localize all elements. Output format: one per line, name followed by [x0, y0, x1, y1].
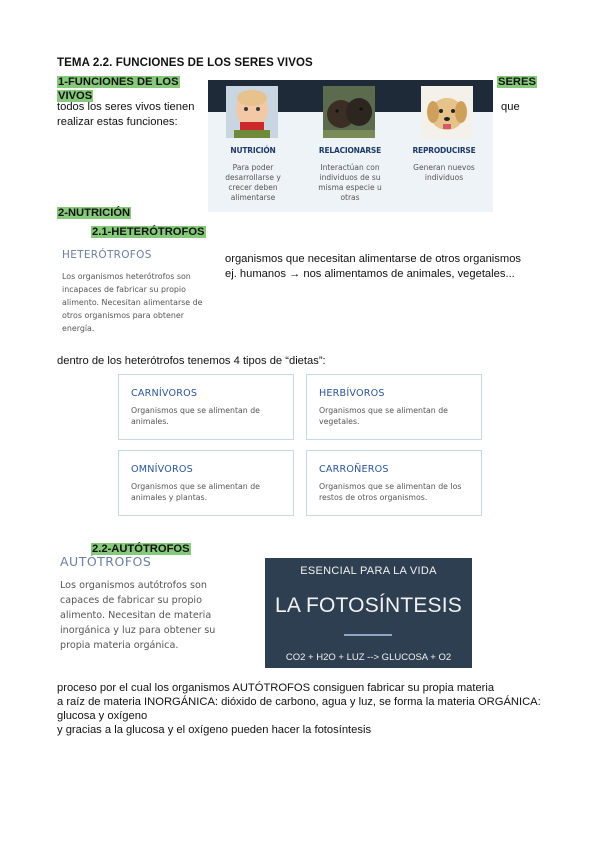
diet-card-desc: Organismos que se alimentan de los restos de otros organismos.	[319, 482, 462, 502]
function-reproducirse-title: REPRODUCIRSE	[412, 146, 476, 155]
diet-card-title: CARROÑEROS	[319, 464, 389, 475]
poster-divider	[344, 634, 392, 636]
poster-title: LA FOTOSÍNTESIS	[275, 594, 462, 617]
function-relacionarse-line: Interactúan con	[320, 163, 380, 172]
heterotrofos-image	[62, 249, 222, 335]
heterotrofos-image-title: HETERÓTROFOS	[62, 249, 152, 261]
section1-heading-left: 1-FUNCIONES DE LOS	[58, 76, 179, 88]
function-nutricion-line: crecer deben	[228, 183, 278, 192]
section2-text-line2: ej. humanos → nos alimentamos de animales, vegetales...	[225, 268, 515, 280]
function-nutricion-line: Para poder	[232, 163, 274, 172]
function-reproducirse-text	[399, 163, 489, 183]
section3-line3: glucosa y oxígeno	[57, 710, 148, 722]
function-relacionarse	[305, 146, 395, 203]
puppy-image-icon	[421, 86, 473, 138]
autotrofos-image	[60, 554, 250, 653]
poster-formula: CO2 + H2O + LUZ --> GLUCOSA + O2	[285, 652, 452, 663]
section1-heading-right-wrap	[497, 72, 537, 90]
section1-text-line2: realizar estas funciones:	[57, 116, 178, 128]
bison-image-icon	[323, 86, 375, 138]
section2-heading-wrap	[57, 203, 131, 221]
baby-image-icon	[226, 86, 278, 138]
heterotrofos-image-line: otros organismos para obtener	[62, 311, 184, 320]
baby-photo	[226, 86, 278, 138]
function-nutricion-line: desarrollarse y	[225, 173, 281, 182]
autotrofos-image-line: inorgánica y luz para obtener su	[60, 625, 216, 636]
function-reproducirse	[399, 146, 489, 183]
diet-card-carroneros	[306, 450, 482, 516]
function-relacionarse-line: otras	[340, 193, 360, 202]
diets-intro: dentro de los heterótrofos tenemos 4 tipos de “dietas”:	[57, 355, 326, 367]
function-nutricion-text	[208, 163, 298, 203]
poster-top-text: ESENCIAL PARA LA VIDA	[300, 565, 437, 577]
diet-card-omnivoros	[118, 450, 294, 516]
diet-card-title: CARNÍVOROS	[131, 388, 198, 399]
bison-photo	[323, 86, 375, 138]
function-relacionarse-text	[305, 163, 395, 203]
fotosintesis-poster	[265, 558, 472, 668]
section1-heading-right: SERES	[498, 76, 536, 88]
section2-subheading: 2.1-HETERÓTROFOS	[92, 226, 205, 238]
function-relacionarse-line: individuos de su	[319, 173, 381, 182]
function-nutricion-title: NUTRICIÓN	[230, 146, 276, 155]
heterotrofos-image-line: energía.	[62, 324, 95, 333]
section3-line4: y gracias a la glucosa y el oxígeno pueden hacer la fotosíntesis	[57, 724, 372, 736]
function-reproducirse-line: individuos	[424, 173, 464, 182]
autotrofos-image-line: alimento. Necesitan de materia	[60, 610, 212, 621]
heterotrofos-image-line: incapaces de fabricar su propio	[62, 285, 186, 294]
diet-card-carnivoros	[118, 374, 294, 440]
function-nutricion-line: alimentarse	[230, 193, 276, 202]
diet-card-desc: Organismos que se alimentan de animales y plantas.	[131, 482, 260, 502]
diet-card-title: OMNÍVOROS	[131, 464, 193, 475]
diet-card-herbivoros	[306, 374, 482, 440]
heterotrofos-image-line: Los organismos heterótrofos son	[62, 272, 191, 281]
section3-subheading: 2.2-AUTÓTROFOS	[92, 543, 190, 555]
function-nutricion	[208, 146, 298, 203]
diet-card-title: HERBÍVOROS	[319, 388, 385, 399]
section2-text-line1: organismos que necesitan alimentarse de otros organismos	[225, 253, 522, 265]
diet-card-desc: Organismos que se alimentan de animales.	[131, 406, 260, 426]
puppy-photo	[421, 86, 473, 138]
section2-subheading-wrap	[91, 222, 206, 240]
function-relacionarse-title: RELACIONARSE	[318, 146, 382, 155]
page-title: TEMA 2.2. FUNCIONES DE LOS SERES VIVOS	[57, 57, 313, 69]
heterotrofos-image-text	[62, 270, 222, 335]
autotrofos-image-line: Los organismos autótrofos son	[60, 580, 207, 591]
autotrofos-image-text	[60, 578, 250, 653]
section1-heading-line2: VIVOS	[58, 90, 93, 102]
section1-text-line1: todos los seres vivos tienen	[57, 101, 195, 113]
section1-text-line1-end: que	[501, 101, 520, 113]
autotrofos-image-line: capaces de fabricar su propio	[60, 595, 202, 606]
section2-heading: 2-NUTRICIÓN	[58, 207, 131, 219]
diet-card-desc: Organismos que se alimentan de vegetales.	[319, 406, 448, 426]
function-reproducirse-line: Generan nuevos	[413, 163, 475, 172]
section3-line2: a raíz de materia INORGÁNICA: dióxido de carbono, agua y luz, se forma la materia ORGÁNICA:	[57, 696, 541, 708]
heterotrofos-image-line: alimento. Necesitan alimentarse de	[62, 298, 203, 307]
function-relacionarse-line: misma especie u	[318, 183, 382, 192]
functions-panel	[208, 80, 493, 212]
section3-line1: proceso por el cual los organismos AUTÓTROFOS consiguen fabricar su propia materia	[57, 682, 495, 694]
autotrofos-image-line: propia materia orgánica.	[60, 640, 179, 651]
autotrofos-image-title: AUTÓTROFOS	[60, 554, 152, 569]
